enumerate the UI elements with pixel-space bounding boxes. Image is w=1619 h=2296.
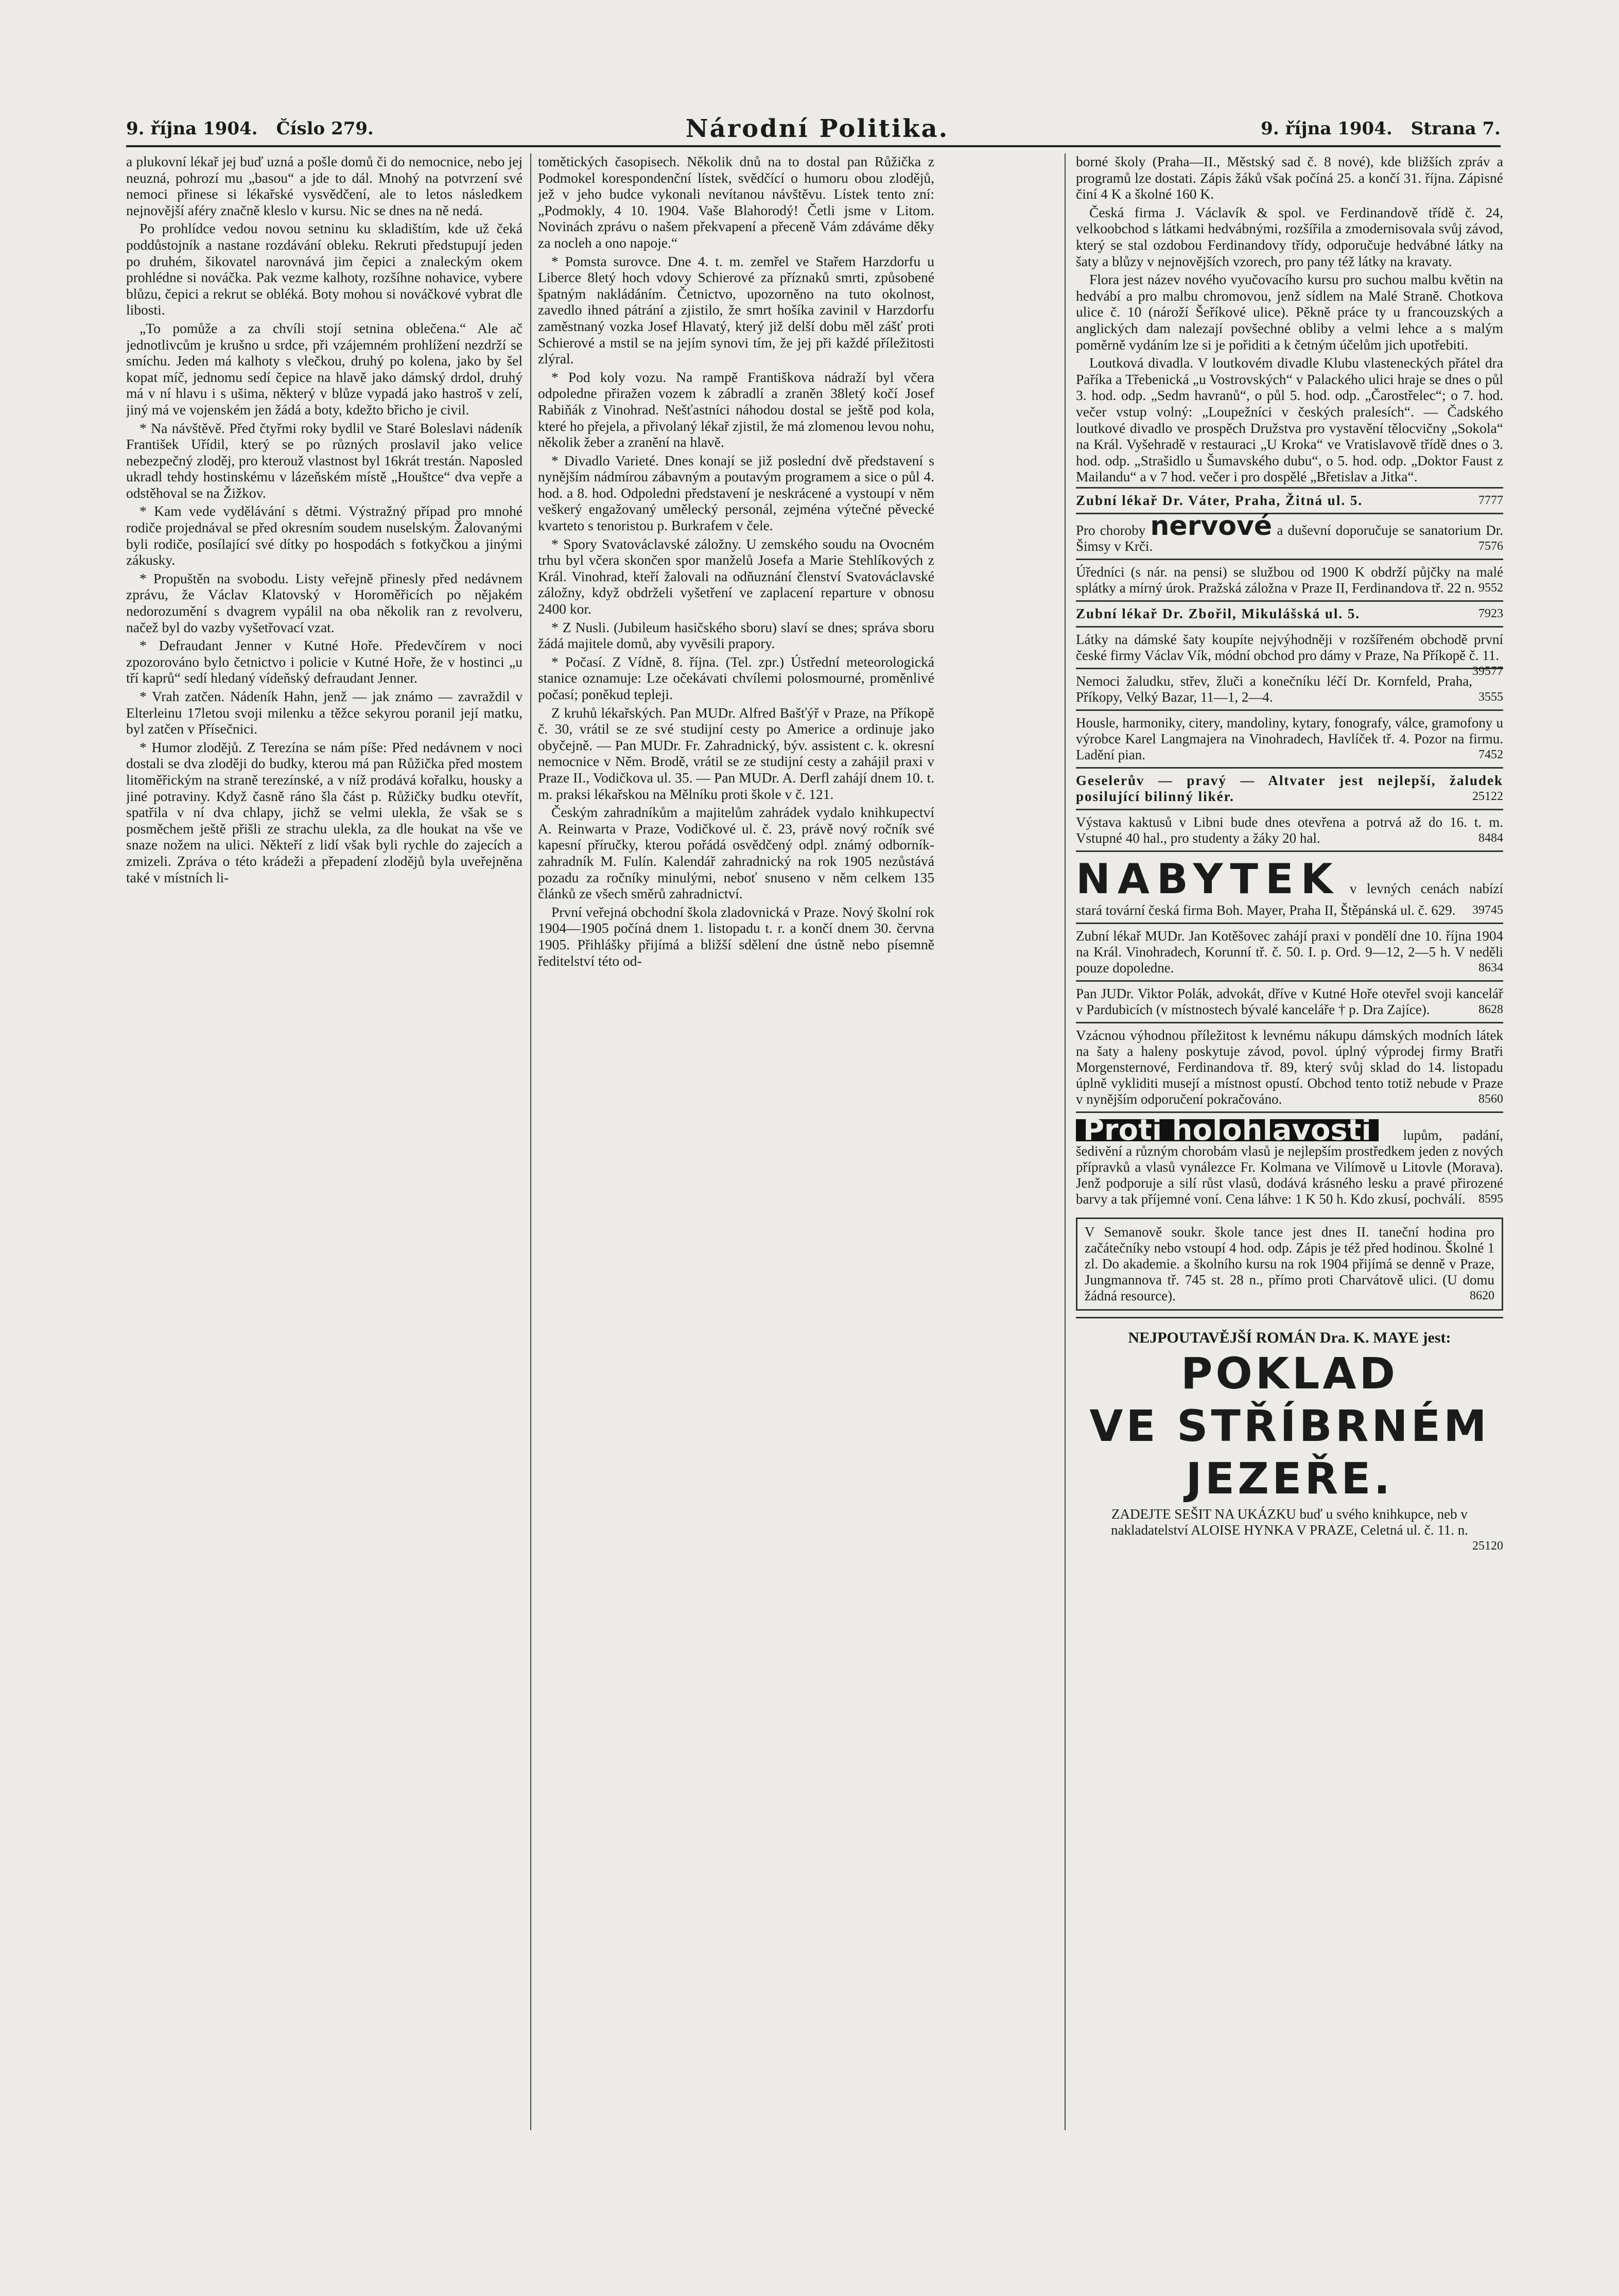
ad-nervove-headline: nervové (1150, 510, 1273, 542)
ad-tance: V Semanově soukr. škole tance jest dnes II. taneční hodina pro začátečníky nebo vstoupí 4 hod. odp. Zápis je též před hodinou. Školné 1 zl. Do akademie. a školního kursu na rok 1904 přijímá se denně v Praze, Jungmannova tř. 745 st. 28 n., přímo proti Charvátově ulici. (U domu žádná resource). 8620 (1076, 1217, 1503, 1311)
article-paragraph: „To pomůže a za chvíli stojí setnina oblečena.“ Ale ač jednotlivcům je krušno u srdce, při vzájemném prohlížení nezdrží se smíchu. Jeden má kalhoty s vlečkou, druhý po kolena, jako by šel kopat míč, jednomu sedí čepice na hlavě jako dámský drdol, druhý má v ní hlavu i s ušima, některý v blůze vypadá jako hastroš v zelí, jiný má ve vojenském jen žádá a boty, kdežto břicho je civil. (126, 320, 523, 418)
article-paragraph: První veřejná obchodní škola zladovnická v Praze. Nový školní rok 1904—1905 počíná dnem 1. listopadu t. r. a končí dnem 30. června 1905. Přihlášky přijímá a bližší sdělení dne ústně nebo písemně ředitelství této od- (538, 903, 934, 969)
ad-zubni-zboril: Zubní lékař Dr. Zbořil, Mikulášská ul. 5. 7923 (1076, 600, 1503, 626)
ad-kotkova: Zubní lékař MUDr. Jan Kotěšovec zahájí praxi v pondělí dne 10. října 1904 na Král. Vinohradech, Korunní tř. č. 50. I. p. Ord. 9—12, 2—5 h. V neděli pouze dopoledne. 8634 (1076, 923, 1503, 980)
ad-zubni-vater: Zubní lékař Dr. Váter, Praha, Žitná ul. 5. 7777 (1076, 487, 1503, 513)
ad-roman: NEJPOUTAVĚJŠÍ ROMÁN Dra. K. MAYE jest: POKLAD VE STŘÍBRNÉM JEZEŘE. ZADEJTE SEŠIT NA UKÁZKU buď u svého knihkupce, neb v nakladatelství ALOISE HYNKA V PRAZE, Celetná ul. č. 11. n. 25120 (1076, 1317, 1503, 1542)
ad-urednici: Úředníci (s nár. na pensi) se službou od 1900 K obdrží půjčky na malé splátky a mírný úrok. Pražská záložna v Praze II, Ferdinandova tř. 22 n. 9552 (1076, 559, 1503, 600)
article-paragraph: * Humor zlodějů. Z Terezína se nám píše: Před nedávnem v noci dostali se dva zloději do budky, kterou má pan Růžička před mostem litoměřickým na straně terezínské, a v níž prodává kořalku, housky a jiné potraviny. Když časně ráno šla část p. Růžičky budku otevřít, spatřila v ní dva chlapy, jichž se velmi ulekla, že však se s posměchem ještě přišli ze strachu ulekla, za dle houkat na vše ve snaze nožem na ulici. Někteří z lidí však byli rychle do zajecích a zmizeli. Zpráva o této krádeži a přepadení zlodějů byla uveřejněna také v místních li- (126, 739, 523, 885)
roman-title-line-2: VE STŘÍBRNÉM (1089, 1400, 1490, 1451)
article-paragraph: Flora jest název nového vyučovacího kursu pro suchou malbu květin na hedvábí a pro malbu chromovou, jenž sídlem na Malé Straně. Chotkova ulice č. 10 (nároží Šeříkové ulice). Pěkně práce ty u francouzských a anglických dam nalezají povšechné obliby a velmi lehce a s malým poměrně vydáním lze si je pořiditi a k četným účelům jich upotřebiti. (1076, 271, 1503, 353)
ad-nervove: Pro choroby nervové a duševní doporučuje se sanatorium Dr. Šimsy v Krči. 7576 (1076, 513, 1503, 559)
column-1 (126, 153, 523, 2130)
column-2 (538, 153, 934, 2130)
header-page: Strana 7. (1411, 118, 1501, 139)
article-paragraph: * Divadlo Varieté. Dnes konají se již poslední dvě představení s nynějším nádmírou zábavným a poutavým programem a sice o půl 4. hod. a 8. hod. Odpoledni představení je neskrácené a vystoupí v něm veškerý engažovaný umělecký personál, zejména výtečné pěvecké kvarteto s tenoristou p. Burkrafem v čele. (538, 452, 934, 534)
header-date-left: 9. října 1904. (126, 118, 258, 139)
article-paragraph: * Pod koly vozu. Na rampě Františkova nádraží byl včera odpoledne přiražen vozem k zábradlí a zraněn 38letý kočí Josef Rabiňák z Vinohrad. Nešťastníci náhodou dostal se ještě pod kola, které ho přejela, a přivolaný lékař zjistil, že má zlomenou levou nohu, několik žeber a zranění na hlavě. (538, 369, 934, 450)
article-paragraph: * Kam vede vydělávání s dětmi. Výstražný případ pro mnohé rodiče projednával se před okresním soudem nuselským. Žalovanými byli rodiče, posílající své dítky po hospodách s fotkyčkou a jinými zákusky. (126, 503, 523, 568)
roman-text: ZADEJTE SEŠIT NA UKÁZKU buď u svého knihkupce, neb v nakladatelství ALOISE HYNKA V PRAZE, Celetná ul. č. 11. n. (1111, 1506, 1468, 1538)
ad-nabytek-headline: NABYTEK (1076, 855, 1340, 903)
ad-nabytek: NABYTEK v levných cenách nabízí stará tovární česká firma Boh. Mayer, Praha II, Štěpánská ul. č. 629. 39745 (1076, 850, 1503, 923)
ad-housle: Housle, harmoniky, citery, mandoliny, kytary, fonografy, válce, gramofony u výrobce Karel Langmajera na Vinohradech, Havlíček tř. 4. Pozor na firmu. Ladění pian. 7452 (1076, 709, 1503, 767)
page-header (126, 112, 1501, 147)
article-paragraph: Po prohlídce vedou novou setninu ku skladištím, kde už čeká poddůstojník a nastane rozdávání obleku. Rekruti předstupují jeden po druhém, šikovatel narovnává jim čepici a znaleckým okem prohlédne si nováčka. Pak vezme kalhoty, rozšíhne nohavice, vybere blůzu, čepici a rekrut se obléká. Boty mohou si nováčkové vybrat dle libosti. (126, 220, 523, 318)
ad-nemoci: Nemoci žaludku, střev, žluči a konečníku léčí Dr. Kornfeld, Praha, Příkopy, Velký Bazar, 11—1, 2—4. 3555 (1076, 668, 1503, 709)
roman-title-line-1: POKLAD (1180, 1348, 1399, 1399)
column-rule (530, 153, 531, 2130)
article-paragraph: * Pomsta surovce. Dne 4. t. m. zemřel ve Stařem Harzdorfu u Liberce 8letý hoch vdovy Schierové za příznaků smrti, způsobené špatným nakládáním. Četnictvo, upozorněno na tuto okolnost, zavedlo ihned pátrání a zjistilo, že smrt hošíka zavinil v Harzdorfu zaměstnaný vozka Josef Hlavatý, který již delší dobu měl zášť proti Schierové a mstil se na jejím synovi tím, že jej při každé příležitosti zlýral. (538, 253, 934, 367)
article-paragraph: Z kruhů lékařských. Pan MUDr. Alfred Bašťýř v Praze, na Příkopě č. 30, vrátil se ze své studijní cesty po Americe a ordinuje jako obyčejně. — Pan MUDr. Fr. Zahradnický, býv. assistent c. k. okresní nemocnice v Něm. Brodě, vrátil se ze studijní cesty a zahájil praxi v Praze II., Vodičkova ul. 35. — Pan MUDr. A. Derfl zahájí dnem 10. t. m. praksi lékařskou na Mělníku proti škole v č. 121. (538, 704, 934, 802)
article-paragraph: a plukovní lékař jej buď uzná a pošle domů či do nemocnice, nebo jej neuzná, pohrozí mu „basou“ a jde to dál. Mnohý na potvrzení své nemoci přinese si lékařské vysvědčení, ale to letos následkem nejnovější aféry značně kleslo v kursu. Nic se dnes na ně nedá. (126, 153, 523, 218)
header-date-right: 9. října 1904. (1261, 118, 1392, 139)
column-rule (1065, 153, 1066, 2130)
article-paragraph: * Defraudant Jenner v Kutné Hoře. Předevčírem v noci zpozorováno bylo četnictvo i policie v Kutné Hoře, že v hostinci „u tří kaprů“ sedí hledaný vídeňský defraudant Jenner. (126, 637, 523, 686)
article-paragraph: * Spory Svatováclavské záložny. U zemského soudu na Ovocném trhu byl včera skončen spor manželů Josefa a Marie Stehlíkových z Král. Vinohrad, kteří žalovali na odňuznání členství Svatováclavské záložny, když obdrželi vyšetření ve zaplacení reparture v obnosu 2400 kor. (538, 535, 934, 617)
ad-prilezitost: Vzácnou výhodnou příležitost k levnému nákupu dámských modních látek na šaty a haleny poskytuje závod, povol. úplný výprodej firmy Bratři Morgensternové, Ferdinandova tř. 89, který svůj sklad do 14. listopadu úplně vykliditi musejí a místnost opustí. Obchod tento totiž nebude v Praze v nynějším odporučení pokračováno. 8560 (1076, 1022, 1503, 1111)
header-issue: Číslo 279. (276, 118, 374, 139)
article-paragraph: * Počasí. Z Vídně, 8. října. (Tel. zpr.) Ústřední meteorologická stanice oznamuje: Lze očekávati chvílemi polosmourné, proměnlivé počasí; poněkud tepleji. (538, 653, 934, 702)
ad-polak: Pan JUDr. Viktor Polák, advokát, dříve v Kutné Hoře otevřel svoji kancelář v Pardubicích (v místnostech bývalé kanceláře † p. Dra Zajíce). 8628 (1076, 980, 1503, 1022)
article-paragraph: tomětických časopisech. Několik dnů na to dostal pan Růžička z Podmokel korespondenční lístek, svědčící o humoru obou zlodějů, jež v jeho budce vykonali nevítanou návštěvu. Lístek tento zní: „Podmokly, 4 10. 1904. Vaše Blahorodý! Četli jsme v Litom. Novinách zprávu o našem překvapení a přeceně Vám zdáváme děky za nocleh a ono napoje.“ (538, 153, 934, 251)
article-paragraph: * Na návštěvě. Před čtyřmi roky bydlil ve Staré Boleslavi nádeník František Uřídil, který se po různých proslavil jako velice nebezpečný zloděj, pro kterouž vlastnost byl 16krát trestán. Naposled ukradl tehdy hostinskému v lázeňském místě „Houštce“ dva vepře a odstěhoval se na Žižkov. (126, 420, 523, 501)
article-paragraph: * Propuštěn na svobodu. Listy veřejně přinesly před nedávnem zprávu, že Václav Klatovský v Horoměřicích po nějakém nedorozumění s dvagrem vypálil na oba několik ran z revolveru, načež byl do vazby vyšetřovací vzat. (126, 570, 523, 635)
column-3 (1076, 153, 1503, 2130)
article-paragraph: * Vrah zatčen. Nádeník Hahn, jenž — jak známo — zavraždil v Elterleinu 17letou svoji milenku a těžce sekyrou poranil její matku, byl zatčen v Přísečnici. (126, 688, 523, 737)
ad-latky: Látky na dámské šaty koupíte nejvýhodněji v rozšířeném obchodě první české firmy Václav Vík, módní obchod pro dámy v Praze, Na Příkopě č. 11. 39577 (1076, 626, 1503, 668)
article-paragraph: borné školy (Praha—II., Městský sad č. 8 nové), kde bližších zpráv a programů lze dostati. Zápis žáků však počíná 25. a končí 31. října. Zápisné činí 4 K a školné 160 K. (1076, 153, 1503, 202)
article-paragraph: * Z Nusli. (Jubileum hasičského sboru) slaví se dnes; správa sboru žádá majitele domů, aby vyvěsili prapory. (538, 619, 934, 652)
ad-geselov: Geselerův — pravý — Altvater jest nejlepší, žaludek posilující bilinný likér. 25122 (1076, 767, 1503, 809)
ad-proti-holohlavosti: Proti holohlavosti lupům, padání, šedivění a různým chorobám vlasů je nejlepším prostředkem jeden z nových přípravků a vlasů vynálezce Fr. Kolmana ve Vilímově u Litovle (Morava). Jenž podporuje a silí růst vlasů, dodává krásného lesku a pravé přirozené barvy a tak příjemné voní. Cena láhve: 1 K 50 h. Kdo zkusí, pochválí. 8595 (1076, 1111, 1503, 1211)
ad-proti-headline: Proti holohlavosti (1076, 1119, 1379, 1141)
article-paragraph: Českým zahradníkům a majitelům zahrádek vydalo knihkupectví A. Reinwarta v Praze, Vodičkové ul. č. 23, právě nový ročník své kapesní příručky, kterou pořádá osvědčený odpl. známý odborník-zahradník M. Fulín. Kalendář zahradnický na rok 1905 nezůstává pozadu za ročníky minulými, neboť snuseno v něm celkem 135 článků ze všech směrů zahradnictví. (538, 804, 934, 902)
roman-kicker: NEJPOUTAVĚJŠÍ ROMÁN Dra. K. MAYE jest: (1128, 1329, 1451, 1346)
article-paragraph: Loutková divadla. V loutkovém divadle Klubu vlasteneckých přátel dra Paříka a Třebenická „u Vostrovských“ v Palackého ulici hraje se dnes o půl 3. hod. odp. „Sedm havranů“, o půl 5. hod. odp. „Čarostřelec“; o 7. hod. večer vstup volný: „Loupežníci v českých pralesích“. — Čadského loutkové divadlo ve prospěch Družstva pro vystavění tělocvičny „Sokola“ na Král. Vyšehradě v restauraci „U Kroka“ ve Vratislavově třídě dnes o 3. hod. odp. „Strašidlo u Šumavského dubu“, o 5. hod. odp. „Doktor Faust z Mailandu“ a v 7 hod. večer i pro dospělé „Břetislav a Jitka“. (1076, 355, 1503, 485)
ad-vystava: Výstava kaktusů v Libni bude dnes otevřena a potrvá až do 16. t. m. Vstupné 40 hal., pro studenty a žáky 20 hal. 8484 (1076, 809, 1503, 850)
newspaper-title: Národní Politika. (685, 114, 949, 143)
roman-title-line-3: JEZEŘE. (1186, 1453, 1394, 1504)
article-paragraph: Česká firma J. Václavík & spol. ve Ferdinandově třídě č. 24, velkoobchod s látkami hedvábnými, rozšířila a zmodernisovala svůj závod, který se stal ozdobou Ferdinandovy třídy, odporučuje hedvábné látky na šaty a blůzy v nejnovějších vzorech, pro pany též látky na kravaty. (1076, 204, 1503, 269)
